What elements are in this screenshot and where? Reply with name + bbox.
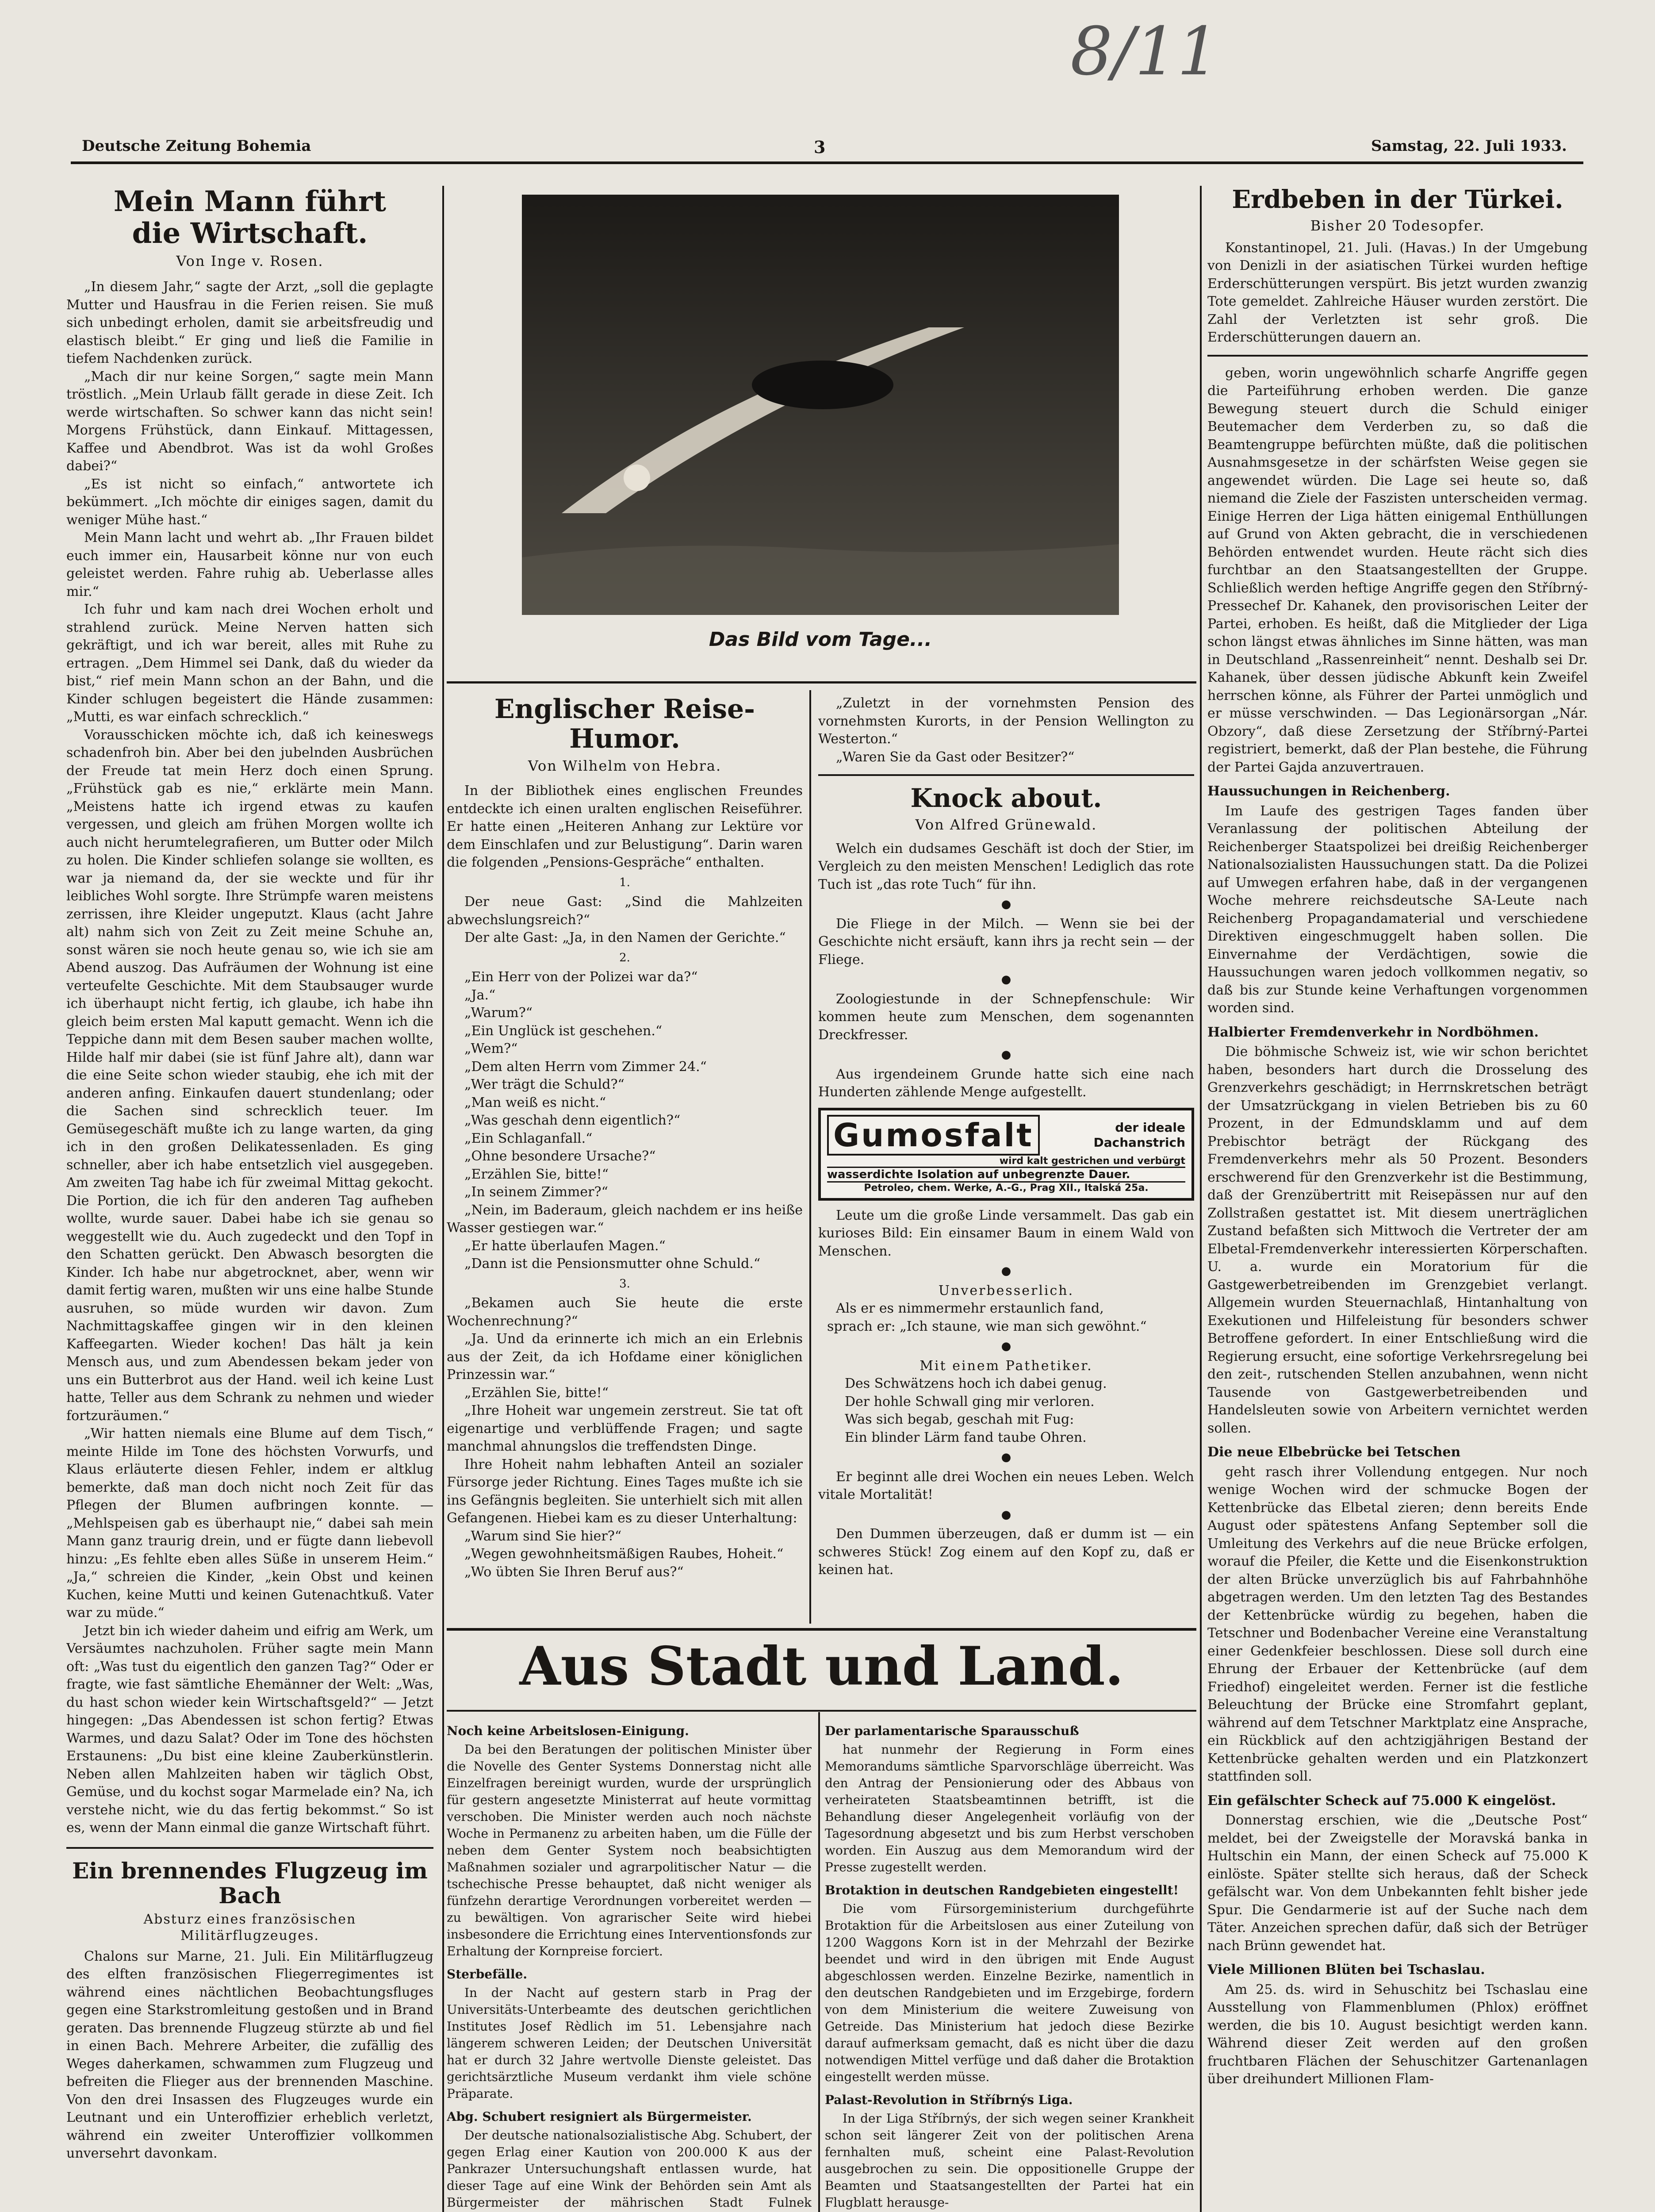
ad-tagline: Dachanstrich bbox=[1093, 1135, 1185, 1150]
poem-line: Des Schwätzens hoch ich dabei genug. bbox=[845, 1376, 1107, 1392]
section-rule bbox=[447, 1710, 1196, 1712]
article-subtitle: Militärflugzeuges. bbox=[180, 1928, 319, 1943]
photo-rule bbox=[447, 681, 1196, 684]
news-headline: Abg. Schubert resigniert als Bürgermeister. bbox=[447, 2109, 752, 2124]
header-date: Samstag, 22. Juli 1933. bbox=[1371, 137, 1567, 155]
news-headline: Die neue Elbebrücke bei Tetschen bbox=[1207, 1444, 1461, 1460]
news-headline: Der parlamentarische Sparausschuß bbox=[825, 1724, 1079, 1738]
paragraph: Den Dummen überzeugen, daß er dumm ist — ein schweres Stück! Zog einem auf den Kopf zu, daß er keinen hat. bbox=[818, 1526, 1194, 1578]
dialogue-line: „In seinem Zimmer?“ bbox=[464, 1184, 608, 1200]
paragraph: Donnerstag erschien, wie die „Deutsche Post“ meldet, bei der Zweigstelle der Moravská banka in Hultschin ein Mann, der einen Scheck auf 75.000 K einlöste. Später stellte sich heraus, daß der Scheck gefälscht war. Von dem Unbekannten fehlt bisher jede Spur. Die Gendarmerie ist auf der Suche nach dem Täter. Anzeichen sprechen dafür, daß sich der Betrüger nach Brünn gewendet hat. bbox=[1207, 1813, 1588, 1954]
dialogue-line: „Erzählen Sie, bitte!“ bbox=[464, 1385, 609, 1401]
news-headline: Viele Millionen Blüten bei Tschaslau. bbox=[1207, 1962, 1485, 1978]
dialogue-line: „Dem alten Herrn vom Zimmer 24.“ bbox=[464, 1059, 707, 1075]
paragraph: In der Nacht auf gestern starb in Prag der Universitäts-Unterbeamte des deutschen gerichtlichen Institutes Josef Rèdlich im 51. Lebensjahre nach längerem schweren Leiden; der Deutschen Universität hat er durch 32 Jahre wertvolle Dienste geleistet. Das gerichtsärztliche Museum verdankt ihm viele schöne Präparate. bbox=[447, 1985, 812, 2101]
dialogue-line: „Bekamen auch Sie heute die erste Wochenrechnung?“ bbox=[447, 1295, 803, 1329]
photo-caption: Das Bild vom Tage... bbox=[709, 628, 932, 651]
paragraph: Mein Mann lacht und wehrt ab. „Ihr Frauen bildet euch immer ein, Hausarbeit könne nur von euch geleistet werden. Fahre ruhig ab. Ueberlasse alles mir.“ bbox=[66, 530, 433, 599]
paragraph: hat nunmehr der Regierung in Form eines Memorandums sämtliche Sparvorschläge überreicht. Was den Antrag der Pensionierung oder des Abbaus von verheirateten Staatsbeamtinnen betrifft, ist die Behandlung dieser Angelegenheit vorläufig von der Tagesordnung abgesetzt und bis zum Herbst verschoben worden. Ein Auszug aus dem Memorandum wird der Presse zugestellt werden. bbox=[825, 1742, 1194, 1874]
stadt-column-left bbox=[447, 1717, 812, 2212]
news-headline: Haussuchungen in Reichenberg. bbox=[1207, 783, 1450, 799]
article-title: Erdbeben in der Türkei. bbox=[1232, 186, 1563, 214]
ad-text: wasserdichte Isolation auf unbegrenzte Dauer. bbox=[827, 1167, 1185, 1183]
poem-line: Als er es nimmermehr erstaunlich fand, bbox=[836, 1301, 1104, 1317]
paragraph: Am 25. ds. wird in Sehuschitz bei Tschaslau eine Ausstellung von Flammenblumen (Phlox) eröffnet werden, die bis 10. August besichtigt werden kann. Während dieser Zeit werden auf den großen fruchtbaren Flächen der Sehuschitzer Gartenanlagen über dreihundert Millionen Flam- bbox=[1207, 1982, 1588, 2087]
article-body bbox=[1207, 365, 1588, 2089]
dialogue-line: „Ihre Hoheit war ungemein zerstreut. Sie tat oft eigenartige und verblüffende Fragen; und sagte manchmal ahnungslos die treffendsten Dinge. bbox=[447, 1403, 803, 1455]
separator-dot: ● bbox=[1001, 1264, 1011, 1278]
column-3 bbox=[818, 695, 1194, 1619]
news-headline: Ein gefälschter Scheck auf 75.000 K eingelöst. bbox=[1207, 1793, 1556, 1809]
dialogue-line: „Erzählen Sie, bitte!“ bbox=[464, 1166, 609, 1182]
dialogue-line: „Ja.“ bbox=[464, 987, 496, 1003]
ad-text: wird kalt gestrichen und verbürgt bbox=[999, 1155, 1185, 1167]
paragraph: geht rasch ihrer Vollendung entgegen. Nur noch wenige Wochen wird der schmucke Bogen der Kettenbrücke das Elbetal zieren; denn bereits Ende August oder spätestens Anfang September soll die Umleitung des Verkehrs auf die neue Brücke erfolgen, worauf die Pfeiler, die Kette und die Eisenkonstruktion der alten Brücke unverzüglich bis auf Fahrbahnhöhe abgetragen werden. Um den letzten Tag des Bestandes der Kettenbrücke würdig zu begehen, haben die Tetschner und Bodenbacher Vereine eine Veranstaltung einer Gedenkfeier beschlossen. Diese soll durch eine Ehrung der Erbauer der Kettenbrücke (auf dem Friedhof) eingeleitet werden. Ferner ist die festliche Beleuchtung der Brücke eine Stromfahrt geplant, während auf dem Tetschner Marktplatz eine Ansprache, ein Rückblick auf den achtzigjährigen Bestand der Kettenbrücke gehalten werden und ein Platzkonzert stattfinden soll. bbox=[1207, 1464, 1588, 1785]
poem-title: Mit einem Pathetiker. bbox=[919, 1358, 1093, 1374]
article-body bbox=[818, 1207, 1194, 1579]
section-number: 3. bbox=[619, 1277, 630, 1290]
article-title: Mein Mann führt bbox=[113, 186, 387, 218]
section-rule bbox=[447, 1628, 1196, 1631]
poem-title: Unverbesserlich. bbox=[938, 1283, 1074, 1298]
paragraph: Da bei den Beratungen der politischen Minister über die Novelle des Genter Systems Donnerstag nicht alle Einzelfragen bereinigt wurden, wurde der ursprünglich für gestern angesetzte Ministerrat auf heute vormittag verschoben. Die Minister werden auch noch nächste Woche in Permanenz zu arbeiten haben, um die Fülle der neben dem Genter System noch beabsichtigten Maßnahmen sozialer und agrarpolitischer Natur — die tschechische Presse behauptet, daß nicht weniger als fünfzehn derartige Verordnungen vorbereitet werden — zu bewältigen. Von agrarischer Seite wird hiebei insbesondere die Errichtung eines Interventionsfonds zur Erhaltung der Kornpreise forciert. bbox=[447, 1742, 812, 1959]
paragraph: „In diesem Jahr,“ sagte der Arzt, „soll die geplagte Mutter und Hausfrau in die Ferien reisen. Sie muß sich unbedingt erholen, damit sie arbeitsfreudig und elastisch bleibt.“ Er ging und ließ die Familie in tiefem Nachdenken zurück. bbox=[66, 279, 433, 367]
news-headline: Brotaktion in deutschen Randgebieten eingestellt! bbox=[825, 1883, 1179, 1897]
poem-line: sprach er: „Ich staune, wie man sich gewöhnt.“ bbox=[827, 1318, 1147, 1334]
paragraph: Der neue Gast: „Sind die Mahlzeiten abwechslungsreich?“ bbox=[447, 894, 803, 928]
aphorism: Zoologiestunde in der Schnepfenschule: Wir kommen heute zum Menschen, dem sogenannten Dreckfresser. bbox=[818, 991, 1194, 1043]
stadt-column-right bbox=[825, 1717, 1194, 2212]
paragraph: Vorausschicken möchte ich, daß ich keineswegs schadenfroh bin. Aber bei den jubelnden Ausbrüchen der Freude tat mein Herz doch einen Sprung. „Frühstück gab es nie,“ erklärte mein Mann. „Meistens hatte ich irgend etwas zu kaufen vergessen, und gleich am frühen Morgen wollte ich auch nicht herumtelegrafieren, um Butter oder Milch zu holen. Die Kinder schliefen solange sie wollten, es war ja niemand da, der sie weckte und für ihr leibliches Wohl sorgte. Ihre Strümpfe waren meistens zerrissen, ihre Kleider ungeputzt. Klaus (acht Jahre alt) nahm sich von Zeit zu Zeit meine Schuhe an, sonst wären sie noch heute genau so, wie ich sie am Abend auszog. Das Aufräumen der Wohnung ist eine verteufelte Geschichte. Mit dem Staubsauger wurde ich überhaupt nicht fertig, ich glaube, ich habe ihn gleich beim ersten Mal kaputt gemacht. Wenn ich die Teppiche dann mit dem Besen sauber machen wollte, Hilde half mir dabei (sie ist fünf Jahre alt), dann war die eine Seite schon wieder staubig, ehe ich mit der anderen anfing. Einkaufen dauert stundenlang; oder die Sachen sind schrecklich teuer. Im Gemüsegeschäft mußte ich zu lange warten, da ging ich in den großen Delikatessenladen. Es ging schneller, aber ich habe entsetzlich viel ausgegeben. Am zweiten Tag habe ich für zweimal Mittag gekocht. Die Portion, die ich für den anderen Tag aufheben wollte, wurde sauer. Dabei habe ich sie genau so weggestellt wie du. Auch zugedeckt und den Topf in den Schatten gerückt. Den Abwasch besorgten die Kinder. Ich habe nur abgetrocknet, aber, wenn wir damit fertig waren, mußten wir uns eine halbe Stunde ausruhen, so müde wurden wir davon. Zum Nachmittagskaffee gingen wir in den kleinen Kaffeegarten. Wieder kochen! Das hält ja kein Mensch aus, und zum Abendessen bekam jeder von uns ein Butterbrot aus der Hand. weil ich keine Lust hatte, Teller aus dem Schrank zu nehmen und wieder fortzuräumen.“ bbox=[66, 727, 433, 1424]
dialogue-line: Ihre Hoheit nahm lebhaften Anteil an sozialer Fürsorge jeder Richtung. Eines Tages mußte ich sie ins Gefängnis begleiten. Sie unterhielt sich mit allen Gefangenen. Hiebei kam es zu dieser Unterhaltung: bbox=[447, 1456, 803, 1526]
news-headline: Noch keine Arbeitslosen-Einigung. bbox=[447, 1724, 689, 1738]
paragraph: Chalons sur Marne, 21. Juli. Ein Militärflugzeug des elften französischen Fliegerregimentes ist während eines nächtlichen Beobachtungsfluges gegen eine Starkstromleitung gestoßen und in Brand geraten. Das brennende Flugzeug stürzte ab und fiel in einen Bach. Mehrere Arbeiter, die zufällig des Weges daherkamen, schwammen zum Flugzeug und befreiten die Flieger aus der brennenden Maschine. Von den drei Insassen des Flugzeuges wurde ein Leutnant und ein Unteroffizier erheblich verletzt, während ein zweiter Unteroffizier vollkommen unversehrt davonkam. bbox=[66, 1948, 433, 2162]
section-number: 2. bbox=[619, 951, 630, 964]
separator-dot: ● bbox=[1001, 1048, 1011, 1062]
article-body bbox=[818, 840, 1194, 1102]
news-headline: Halbierter Fremdenverkehr in Nordböhmen. bbox=[1207, 1024, 1539, 1040]
column-rule bbox=[809, 690, 811, 1624]
section-title: Aus Stadt und Land. bbox=[519, 1635, 1124, 1697]
article-body bbox=[66, 278, 433, 1837]
paragraph: In der Bibliothek eines englischen Freundes entdeckte ich einen uralten englischen Reiseführer. Er hatte einen „Heiteren Anhang zur Lektüre vor dem Einschlafen und zur Belustigung“. Darin waren die folgenden „Pensions-Gespräche“ enthalten. bbox=[447, 783, 803, 871]
article-byline: Von Alfred Grünewald. bbox=[915, 816, 1097, 833]
dialogue-line: „Ohne besondere Ursache?“ bbox=[464, 1148, 656, 1164]
news-headline: Palast-Revolution in Stříbrnýs Liga. bbox=[825, 2093, 1073, 2107]
dialogue-line: „Wegen gewohnheitsmäßigen Raubes, Hoheit.“ bbox=[464, 1546, 784, 1562]
paragraph: „Zuletzt in der vornehmsten Pension des vornehmsten Kurorts, in der Pension Wellington zu Westerton.“ bbox=[818, 695, 1194, 747]
dialogue-line: „Wo übten Sie Ihren Beruf aus?“ bbox=[464, 1564, 684, 1580]
dialogue-line: „Ein Unglück ist geschehen.“ bbox=[464, 1023, 663, 1039]
article-body bbox=[1207, 239, 1588, 347]
dialogue-line: „Ein Schlaganfall.“ bbox=[464, 1130, 593, 1146]
ad-brand: Gumosfalt bbox=[827, 1115, 1040, 1156]
dialogue-line: „Was geschah denn eigentlich?“ bbox=[464, 1113, 681, 1129]
dialogue-line: „Man weiß es nicht.“ bbox=[464, 1094, 606, 1110]
column-rule bbox=[442, 186, 444, 2212]
dialogue-line: „Wer trägt die Schuld?“ bbox=[464, 1077, 624, 1093]
paragraph: In der Liga Stříbrnýs, der sich wegen seiner Krankheit schon seit längerer Zeit von der politischen Arena fernhalten muß, scheint eine Palast-Revolution ausgebrochen zu sein. Die oppositionelle Gruppe der Beamten und Staatsangestellten der Partei hat ein Flugblatt herausge- bbox=[825, 2111, 1194, 2210]
paragraph: Jetzt bin ich wieder daheim und eifrig am Werk, um Versäumtes nachzuholen. Früher sagte mein Mann oft: „Was tust du eigentlich den ganzen Tag?“ Oder er fragte, wie fast sämtliche Ehemänner der Welt: „Was, du hast schon wieder kein Wirtschaftsgeld?“ — Jetzt hingegen: „Das Abendessen ist schon fertig? Etwas Warmes, und dazu Salat? Oder im Tone des höchsten Erstaunens: „Du bist eine kleine Zauberkünstlerin. Neben allen Mahlzeiten haben wir täglich Obst, Gemüse, und du kochst sogar Marmelade ein? Na, ich verstehe nicht, wie du das fertig bekommst.“ So ist es, wenn der Mann einmal die ganze Wirtschaft führt. bbox=[66, 1623, 433, 1836]
diver-illustration bbox=[522, 195, 1119, 615]
poem-line: Ein blinder Lärm fand taube Ohren. bbox=[845, 1429, 1087, 1445]
separator-dot: ● bbox=[1001, 1508, 1011, 1521]
news-section bbox=[825, 1723, 1194, 2211]
photo-diver bbox=[522, 195, 1119, 615]
column-4 bbox=[1207, 186, 1588, 2212]
paragraph: „Waren Sie da Gast oder Besitzer?“ bbox=[836, 749, 1075, 765]
column-2 bbox=[447, 695, 803, 1619]
aphorism: Welch ein dudsames Geschäft ist doch der Stier, im Vergleich zu den meisten Menschen! Lediglich das rote Tuch ist „das rote Tuch“ für ihn. bbox=[818, 841, 1194, 892]
dialogue-line: „Wem?“ bbox=[464, 1041, 518, 1057]
separator-dot: ● bbox=[1001, 973, 1011, 987]
article-body bbox=[66, 1948, 433, 2163]
article-title: Englischer Reise-Humor. bbox=[494, 695, 755, 755]
article-rule bbox=[66, 1847, 433, 1849]
ad-address: Petroleo, chem. Werke, A.-G., Prag XII., Italská 25a. bbox=[864, 1182, 1149, 1194]
paragraph: „Es ist nicht so einfach,“ antwortete ich bekümmert. „Ich möchte dir einiges sagen, damit du weniger Mühe hast.“ bbox=[66, 476, 433, 528]
paragraph: Die böhmische Schweiz ist, wie wir schon berichtet haben, besonders hart durch die Drosselung des Grenzverkehrs geschädigt; in Herrnskretschen beträgt der Umsatzrückgang in vielen Betrieben bis zu 60 Prozent, in der Edmundsklamm und auf dem Prebischtor beträgt der Rückgang des Fremdenverkehrs mehr als 50 Prozent. Besonders erschwerend für den Grenzverkehr ist die Bestimmung, daß der Grenzübertritt mit Reisepässen nur auf den Zollstraßen gestattet ist. Mit diesem unerträglichen Zustand befaßten sich Mittwoch die Vertreter der am Elbetal-Fremdenverkehr interessierten Körperschaften. U. a. wurde ein Moratorium für die Gastgewerbetreibenden im Grenzgebiet verlangt. Allgemein wurden Steuernachlaß, Hintanhaltung von Exekutionen und Hilfeleistung für besonders schwer Betroffene gefordert. In einer Entschließung wird die Regierung ersucht, eine sofortige Verkehrsregelung bei den zeit-, rutschenden Stellen anzubahnen, wenn nicht Tausende von Gastgewerbetreibenden und Handelsleuten sowie von Arbeitern vernichtet werden sollen. bbox=[1207, 1044, 1588, 1436]
article-body bbox=[818, 695, 1194, 766]
article-subtitle: Absturz eines französischen bbox=[143, 1911, 356, 1927]
section-number: 1. bbox=[619, 876, 630, 889]
news-headline: Sterbefälle. bbox=[447, 1967, 528, 1982]
dialogue-line: „Dann ist die Pensionsmutter ohne Schuld.“ bbox=[464, 1256, 761, 1272]
header-page-number: 3 bbox=[814, 137, 826, 157]
separator-dot: ● bbox=[1001, 1451, 1011, 1464]
dialogue-line: „Ein Herr von der Polizei war da?“ bbox=[464, 969, 698, 985]
news-section bbox=[447, 1723, 812, 2212]
article-body bbox=[447, 782, 803, 1581]
dialogue-line: „Er hatte überlaufen Magen.“ bbox=[464, 1238, 666, 1254]
dialogue-line: „Warum?“ bbox=[464, 1005, 533, 1021]
paragraph: Leute um die große Linde versammelt. Das gab ein kurioses Bild: Ein einsamer Baum in einem Wald von Menschen. bbox=[818, 1207, 1194, 1259]
poem-line: Der hohle Schwall ging mir verloren. bbox=[845, 1394, 1095, 1409]
header-rule bbox=[71, 161, 1583, 164]
paragraph: Der alte Gast: „Ja, in den Namen der Gerichte.“ bbox=[464, 930, 786, 946]
article-subtitle: Bisher 20 Todesopfer. bbox=[1310, 217, 1485, 234]
dialogue-line: „Warum sind Sie hier?“ bbox=[464, 1528, 622, 1544]
article-rule bbox=[818, 774, 1194, 776]
dialogue-line: „Nein, im Baderaum, gleich nachdem er ins heiße Wasser gestiegen war.“ bbox=[447, 1202, 803, 1236]
poem-line: Was sich begab, geschah mit Fug: bbox=[845, 1412, 1074, 1428]
paragraph: Konstantinopel, 21. Juli. (Havas.) In der Umgebung von Denizli in der asiatischen Türkei wurden heftige Erderschütterungen verspürt. Bis jetzt wurden zwanzig Tote gemeldet. Zahlreiche Häuser wurden zerstört. Die Zahl der Verletzten ist sehr groß. Die Erderschütterungen dauern an. bbox=[1207, 240, 1588, 346]
paragraph: Der deutsche nationalsozialistische Abg. Schubert, der gegen Erlag einer Kaution von 200.000 K aus der Pankrazer Untersuchungshaft entlassen wurde, hat dieser Tage auf eine Wink der Behörden sein Amt als Bürgermeister der mährischen Stadt Fulnek bbox=[447, 2128, 812, 2210]
article-byline: Von Wilhelm von Hebra. bbox=[528, 757, 722, 775]
article-title: Ein brennendes Flugzeug im Bach bbox=[72, 1857, 428, 1909]
paragraph: Er beginnt alle drei Wochen ein neues Leben. Welch vitale Mortalität! bbox=[818, 1469, 1194, 1503]
paragraph: Die vom Fürsorgeministerium durchgeführte Brotaktion für die Arbeitslosen aus einer Zuteilung von 1200 Waggons Korn ist in der Mehrzahl der Bezirke beendet und wird in den übrigen mit Ende August abgeschlossen werden. Einzelne Bezirke, namentlich in den deutschen Randgebieten und im Erzgebirge, fordern von dem Ministerium die weitere Zuweisung von Getreide. Das Ministerium hat jedoch diese Bezirke darauf aufmerksam gemacht, daß es nicht über die dazu notwendigen Mittel verfüge und daß daher die Brotaktion eingestellt werden müsse. bbox=[825, 1901, 1194, 2084]
paragraph: Ich fuhr und kam nach drei Wochen erholt und strahlend zurück. Meine Nerven hatten sich gekräftigt, und ich war bereit, alles mit Ruhe zu ertragen. „Dem Himmel sei Dank, daß du wieder da bist,“ rief mein Mann schon an der Bahn, und die Kinder schlugen begeistert die Hände zusammen: „Mutti, es war einfach schrecklich.“ bbox=[66, 602, 433, 725]
column-rule bbox=[818, 1712, 820, 2212]
handwritten-note: 8/11 bbox=[1070, 13, 1219, 90]
article-title: Knock about. bbox=[910, 783, 1102, 813]
paragraph: „Wir hatten niemals eine Blume auf dem Tisch,“ meinte Hilde im Tone des höchsten Vorwurfs, und Klaus erläuterte diesen Fehler, indem er altklug bemerkte, daß man doch nicht noch Zeit für das Pflegen der Blumen aufbringen konnte. — „Mehlspeisen gab es überhaupt nie,“ dabei sah mein Mann ganz traurig drein, und er fügte dann liebevoll hinzu: „Es fehlte eben alles Süße in unserem Heim.“ „Ja,“ schreien die Kinder, „kein Obst und keinen Kuchen, keine Mutti und keinen Gutenachtkuß. Vater war zu müde.“ bbox=[66, 1426, 433, 1621]
article-rule bbox=[1207, 355, 1588, 357]
column-1 bbox=[66, 186, 433, 2212]
header-masthead: Deutsche Zeitung Bohemia bbox=[82, 137, 311, 155]
advertisement bbox=[818, 1108, 1194, 1201]
paragraph: „Mach dir nur keine Sorgen,“ sagte mein Mann tröstlich. „Mein Urlaub fällt gerade in diese Zeit. Ich werde wirtschaften. So schwer kann das nicht sein! Morgens Frühstück, dann Einkauf. Mittagessen, Kaffee und Abendbrot. Was ist da wohl Großes dabei?“ bbox=[66, 369, 433, 474]
aphorism: Aus irgendeinem Grunde hatte sich eine nach Hunderten zählende Menge aufgestellt. bbox=[818, 1066, 1194, 1100]
paragraph: Im Laufe des gestrigen Tages fanden über Veranlassung der politischen Abteilung der Reichenberger Staatspolizei bei dreißig Reichenberger Nationalsozialisten Haussuchungen statt. Da die Polizei auf Umwegen erfahren habe, daß in der vergangenen Woche mehrere reichsdeutsche SA-Leute nach Reichenberg Propagandamaterial und verschiedene Direktiven eingeschmuggelt haben sollen. Die Einvernahme der Verdächtigen, sowie die Haussuchungen waren jedoch vollkommen negativ, so daß bis zur Stunde keine Verhaftungen vorgenommen worden sind. bbox=[1207, 803, 1588, 1016]
paragraph: geben, worin ungewöhnlich scharfe Angriffe gegen die Parteiführung erhoben werden. Die ganze Bewegung steuert durch die Schuld einiger Beutemacher dem Verderben zu, so daß die Beamtengruppe befürchten müßte, daß die politischen Ausnahmsgesetze in der schärfsten Weise gegen sie angewendet würden. Die Lage sei heute so, daß niemand die Ziele der Faszisten unterscheiden vermag. Einige Herren der Liga hätten einigemal Enthüllungen auf Grund von Akten gebracht, die in verschiedenen Behörden entwendet wurden. Heute rächt sich dies furchtbar an den Staatsangestellten der Gruppe. Schließlich werden heftige Angriffe gegen den Stříbrný-Pressechef Dr. Kahanek, den provisorischen Leiter der Partei, erhoben. Es heißt, daß die Mitglieder der Liga schon längst etwas ähnliches im Sinne hätten, was man in Deutschland „Rassenreinheit“ nennt. Deshalb sei Dr. Kahanek, über dessen jüdische Abkunft kein Zweifel herrschen könne, als Führer der Partei unmöglich und er müsse verschwinden. — Das Legionärsorgan „Nár. Obzory“, daß diese Zersetzung der Stříbrný-Partei registriert, bemerkt, daß der Plan bestehe, die Führung der Partei Gajda anzuvertrauen. bbox=[1207, 365, 1588, 775]
separator-dot: ● bbox=[1001, 898, 1011, 911]
column-rule bbox=[1200, 186, 1202, 2212]
article-title: die Wirtschaft. bbox=[132, 216, 368, 250]
dialogue-line: „Ja. Und da erinnerte ich mich an ein Erlebnis aus der Zeit, da ich Hofdame einer königlichen Prinzessin war.“ bbox=[447, 1331, 803, 1383]
separator-dot: ● bbox=[1001, 1340, 1011, 1353]
article-byline: Von Inge v. Rosen. bbox=[176, 253, 324, 270]
aphorism: Die Fliege in der Milch. — Wenn sie bei der Geschichte nicht ersäuft, kann ihrs ja recht sein — der Fliege. bbox=[818, 916, 1194, 968]
ad-tagline: der ideale bbox=[1115, 1120, 1185, 1135]
